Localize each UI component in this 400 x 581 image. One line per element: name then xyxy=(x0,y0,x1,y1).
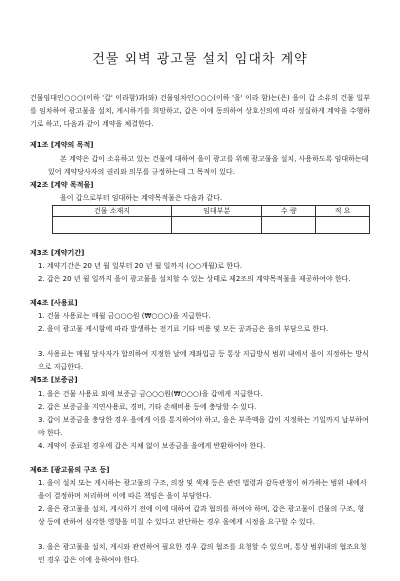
article-4-item: 3. 사용료는 매월 당사자가 합의하여 지정한 날에 계좌입금 등 통상 지급방식 범위 내에서 을이 지정하는 방식으로 지급한다. xyxy=(38,350,369,371)
article-4-heading: 제4조 [사용료] xyxy=(30,299,78,307)
intro-paragraph: 건물임대인○○○(이하 '갑' 이라함)과(와) 건물임차인○○○(이하 '을' 이라 함)는(은) 을이 갑 소유의 건물 일부를 임차하여 광고물을 설치, 게시하기를 희망하고, 갑은 이에 동의하여 상호신의에 따라 성실하게 계약을 수행하기로 하고, 다음과 같이 계약을 체결한다. xyxy=(30,94,370,128)
table-header: 적 요 xyxy=(316,206,370,217)
article-3-heading: 제3조 [계약기간] xyxy=(30,249,85,257)
article-5-item: 2. 갑은 보증금을 지연사용료, 경비, 기타 손해비용 등에 충당할 수 있다. xyxy=(38,403,257,411)
table-cell xyxy=(262,217,316,234)
table-header: 건물 소재지 xyxy=(53,206,172,217)
article-5-item: 4. 계약이 종료된 경우에 갑은 지체 없이 보증금을 을에게 반환하여야 한다. xyxy=(38,442,266,450)
article-3-item: 1. 계약기간은 20 년 월 일부터 20 년 월 일까지 (○○개월)로 한다. xyxy=(38,262,243,270)
article-2-text: 을이 갑으로부터 임대하는 계약목적물은 다음과 같다. xyxy=(60,194,223,202)
table-cell xyxy=(172,217,262,234)
article-2-heading: 제2조 [계약 목적물] xyxy=(30,181,94,189)
article-4-item: 1. 건물 사용료는 매월 금○○○원 (₩○○○)을 지급한다. xyxy=(38,312,211,320)
article-5-item: 3. 갑이 보증금을 충당한 경우 을에게 이를 통지하여야 하고, 을은 부족액을 갑이 지정하는 기일까지 납부하여야 한다. xyxy=(38,416,369,437)
article-3-item: 2. 갑은 20 년 월 일까지 을이 광고물을 설치할 수 있는 상태로 제2조의 계약목적물을 제공하여야 한다. xyxy=(38,275,351,283)
article-1-heading: 제1조 [계약의 목적] xyxy=(30,141,94,149)
document-title: 건물 외벽 광고물 설치 임대차 계약 xyxy=(92,52,308,67)
table-header: 수 량 xyxy=(262,206,316,217)
article-6-item: 2. 을은 광고물을 설치, 게시하기 전에 이에 대하여 갑과 협의를 하여야 하며, 갑은 광고물이 건물의 구조, 형상 등에 관하여 심각한 영향을 미칠 수 있다고 판단하는 경우 을에게 시정을 요구할 수 있다. xyxy=(38,505,365,526)
article-4-item: 2. 을이 광고물 게시함에 따라 발생하는 전기료 기타 비용 및 모든 공과금은 을의 부담으로 한다. xyxy=(38,325,329,333)
article-5-heading: 제5조 [보증금] xyxy=(30,376,78,384)
table-header: 임대부분 xyxy=(172,206,262,217)
table-cell xyxy=(53,217,172,234)
leased-object-table xyxy=(52,205,370,234)
article-6-item: 1. 을이 설치 또는 게시하는 광고물의 구조, 의장 및 색채 등은 관련 법령과 감독관청이 허가하는 범위 내에서 을이 결정하며 처리하며 이에 따른 책임은 을이 부담한다. xyxy=(38,479,367,500)
article-6-heading: 제6조 [광고물의 구조 등] xyxy=(30,466,110,474)
article-6-item: 3. 을은 광고물을 설치, 게시와 관련하여 필요한 경우 갑의 협조를 요청할 수 있으며, 통상 범위내의 협조요청인 경우 갑은 이에 응하여야 한다. xyxy=(38,543,367,564)
table-cell xyxy=(316,217,370,234)
article-5-item: 1. 을은 건물 사용료 외에 보증금 금○○○원(₩○○○)을 갑에게 지급한다. xyxy=(38,390,263,398)
article-1-text: 본 계약은 갑이 소유하고 있는 건물에 대하여 을이 광고를 위해 광고물을 설치, 사용하도록 임대하는데 있어 계약당사자의 권리와 의무를 규정하는데 그 목적이 있다. xyxy=(48,155,369,176)
